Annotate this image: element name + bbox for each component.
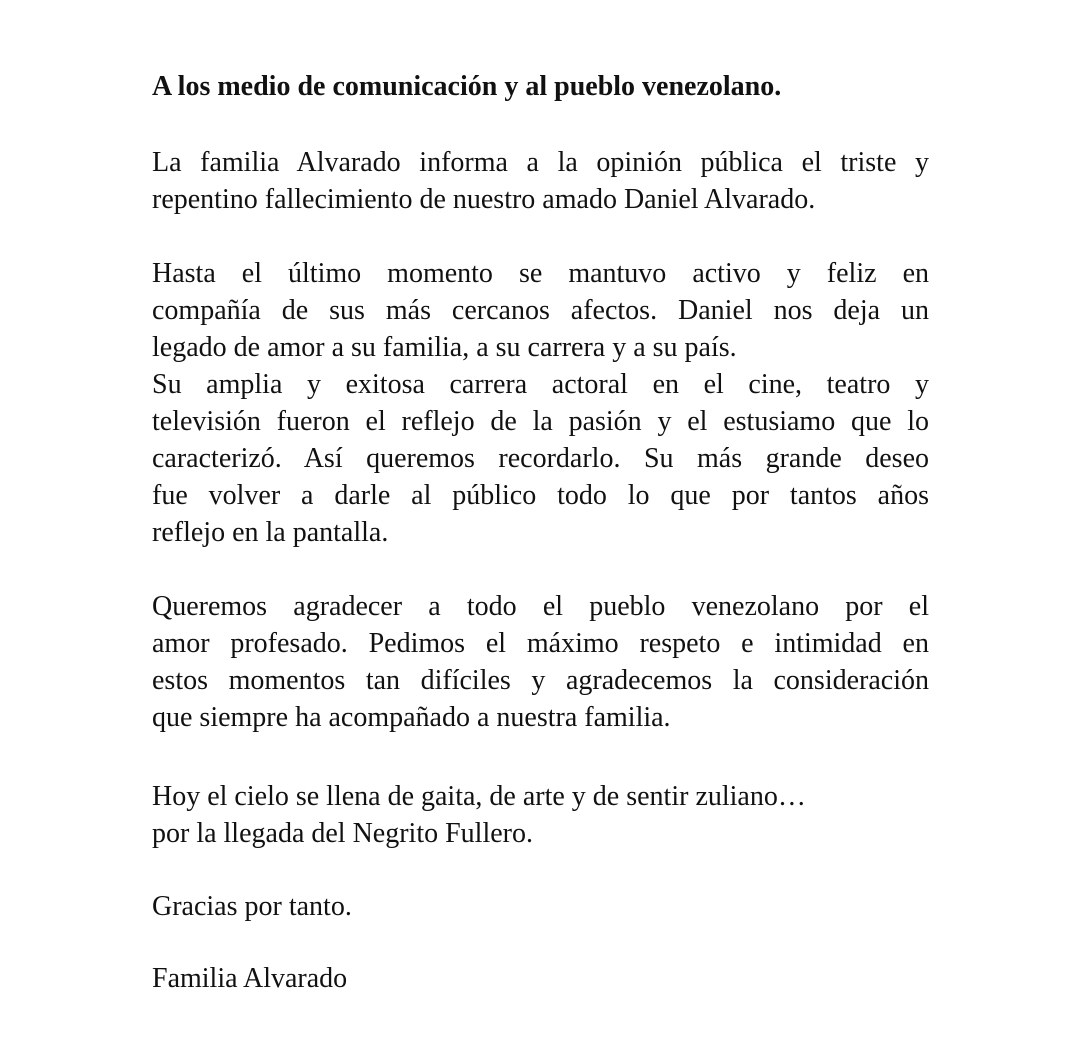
text-line: por la llegada del Negrito Fullero. xyxy=(152,818,533,849)
text-line: Hasta el último momento se mantuvo activo y feliz en xyxy=(152,258,929,289)
text-line: La familia Alvarado informa a la opinión pública el triste y xyxy=(152,147,929,178)
text-line: legado de amor a su familia, a su carrera y a su país. xyxy=(152,332,737,363)
text-line: estos momentos tan difíciles y agradecemos la consideración xyxy=(152,665,929,696)
paragraph-tribute xyxy=(152,255,929,551)
text-line: repentino fallecimiento de nuestro amado Daniel Alvarado. xyxy=(152,184,816,215)
text-line: Familia Alvarado xyxy=(152,963,348,994)
closing-line xyxy=(152,888,929,925)
text-line: Gracias por tanto. xyxy=(152,891,352,922)
paragraph-gratitude xyxy=(152,588,929,736)
text-line: compañía de sus más cercanos afectos. Daniel nos deja un xyxy=(152,295,929,326)
text-line: amor profesado. Pedimos el máximo respeto e intimidad en xyxy=(152,628,929,659)
paragraph-announcement xyxy=(152,144,929,218)
text-line: televisión fueron el reflejo de la pasión y el estusiamo que lo xyxy=(152,406,929,437)
text-line: Su amplia y exitosa carrera actoral en el cine, teatro y xyxy=(152,369,929,400)
paragraph-farewell xyxy=(152,778,929,852)
text-line: fue volver a darle al público todo lo que por tantos años xyxy=(152,480,929,511)
text-line: reflejo en la pantalla. xyxy=(152,517,389,548)
text-line: caracterizó. Así queremos recordarlo. Su más grande deseo xyxy=(152,443,929,474)
text-line: Queremos agradecer a todo el pueblo venezolano por el xyxy=(152,591,929,622)
text-line: que siempre ha acompañado a nuestra familia. xyxy=(152,702,671,733)
text-line: Hoy el cielo se llena de gaita, de arte y de sentir zuliano… xyxy=(152,781,806,812)
statement-heading: A los medio de comunicación y al pueblo venezolano. xyxy=(152,71,782,102)
signature xyxy=(152,960,929,997)
